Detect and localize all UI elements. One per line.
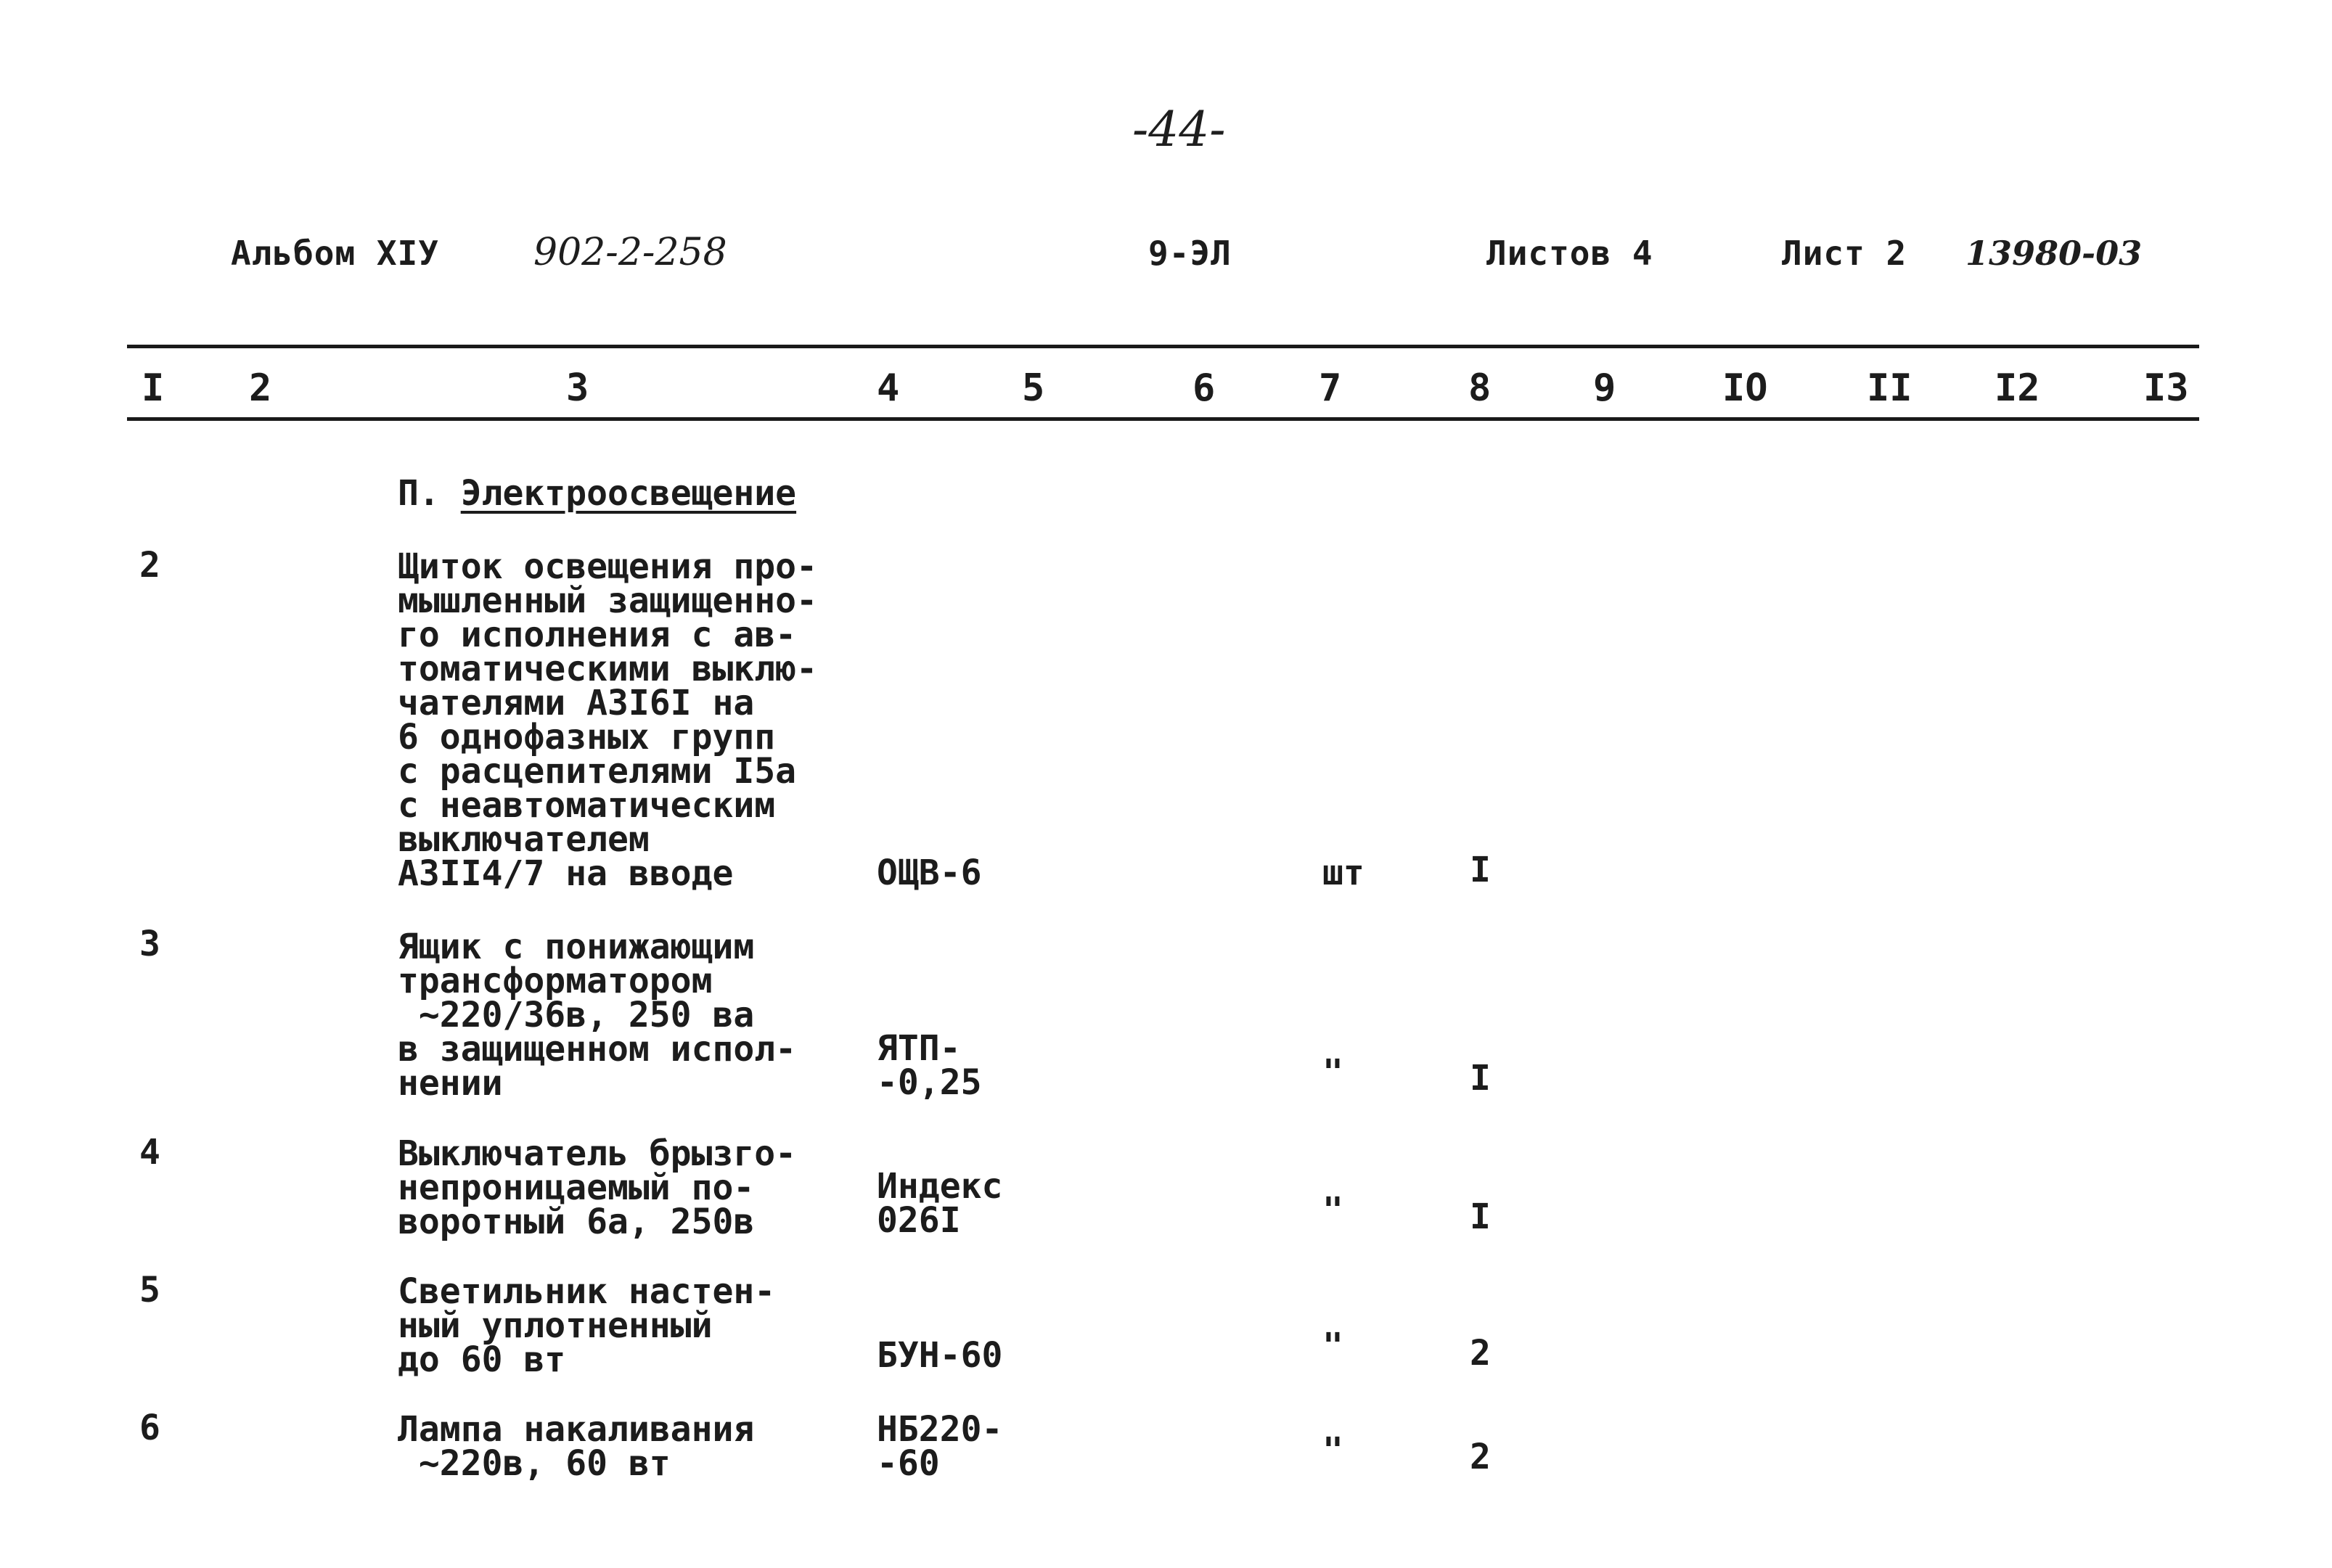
section-code: 9-ЭЛ (1148, 234, 1232, 273)
section-title (398, 473, 796, 514)
row-unit: " (1322, 1430, 1343, 1471)
row-description: Лампа накаливания ~220в, 60 вт (398, 1409, 755, 1484)
column-number: 9 (1593, 366, 1616, 410)
row-mark: ОЩВ-6 (877, 853, 982, 893)
row-number: 6 (139, 1408, 160, 1448)
row-number: 5 (139, 1270, 160, 1310)
row-mark: БУН-60 (877, 1335, 1003, 1376)
table-header-rule (127, 417, 2199, 421)
row-description: Светильник настен- ный уплотненный до 60 вт (398, 1271, 776, 1380)
sheet-number: Лист 2 (1782, 234, 1907, 273)
column-number: 3 (566, 366, 589, 410)
column-number: 8 (1468, 366, 1492, 410)
album-label: Альбом XIУ (231, 234, 439, 273)
page-number: -44- (1132, 102, 1226, 157)
table-top-rule (127, 345, 2199, 348)
row-quantity: 2 (1470, 1333, 1491, 1374)
row-number: 3 (139, 924, 160, 964)
column-number: I3 (2143, 366, 2189, 410)
column-number: II (1867, 366, 1912, 410)
row-quantity: 2 (1470, 1437, 1491, 1477)
document-number: 13980-03 (1965, 234, 2143, 273)
row-description: Выключатель брызго- непроницаемый по- воротный 6а, 250в (398, 1133, 797, 1242)
row-mark: ЯТП- -0,25 (877, 1028, 982, 1103)
column-number: I (142, 366, 165, 410)
row-quantity: I (1470, 1058, 1491, 1099)
project-number: 902-2-258 (533, 231, 727, 274)
column-number: 2 (249, 366, 272, 410)
section-name: Электроосвещение (460, 473, 797, 514)
row-unit: " (1322, 1190, 1343, 1231)
column-number: 6 (1192, 366, 1216, 410)
row-unit: " (1322, 1326, 1343, 1366)
row-quantity: I (1470, 1196, 1491, 1237)
column-number: 7 (1319, 366, 1342, 410)
column-number: 5 (1022, 366, 1045, 410)
row-quantity: I (1470, 850, 1491, 890)
column-number: IO (1722, 366, 1768, 410)
sheets-total: Листов 4 (1486, 234, 1653, 273)
row-mark: Индекс 026I (877, 1166, 1003, 1241)
column-number: 4 (877, 366, 900, 410)
section-prefix: П. (398, 473, 440, 514)
row-description: Ящик с понижающим трансформатором ~220/36в, 250 ва в защищенном испол- нении (398, 927, 797, 1104)
row-mark: НБ220- -60 (877, 1409, 1003, 1484)
row-number: 2 (139, 545, 160, 586)
row-unit: шт (1322, 853, 1365, 893)
row-unit: " (1322, 1052, 1343, 1093)
row-number: 4 (139, 1132, 160, 1173)
column-number: I2 (1995, 366, 2040, 410)
row-description: Щиток освещения про- мышленный защищенно- го исполнения с ав- томатическими выклю- чателями АЗI6I на 6 однофазных групп с расцепителями I5а с неавтоматическим выключателем АЗII4/7 на вводе (398, 546, 817, 894)
